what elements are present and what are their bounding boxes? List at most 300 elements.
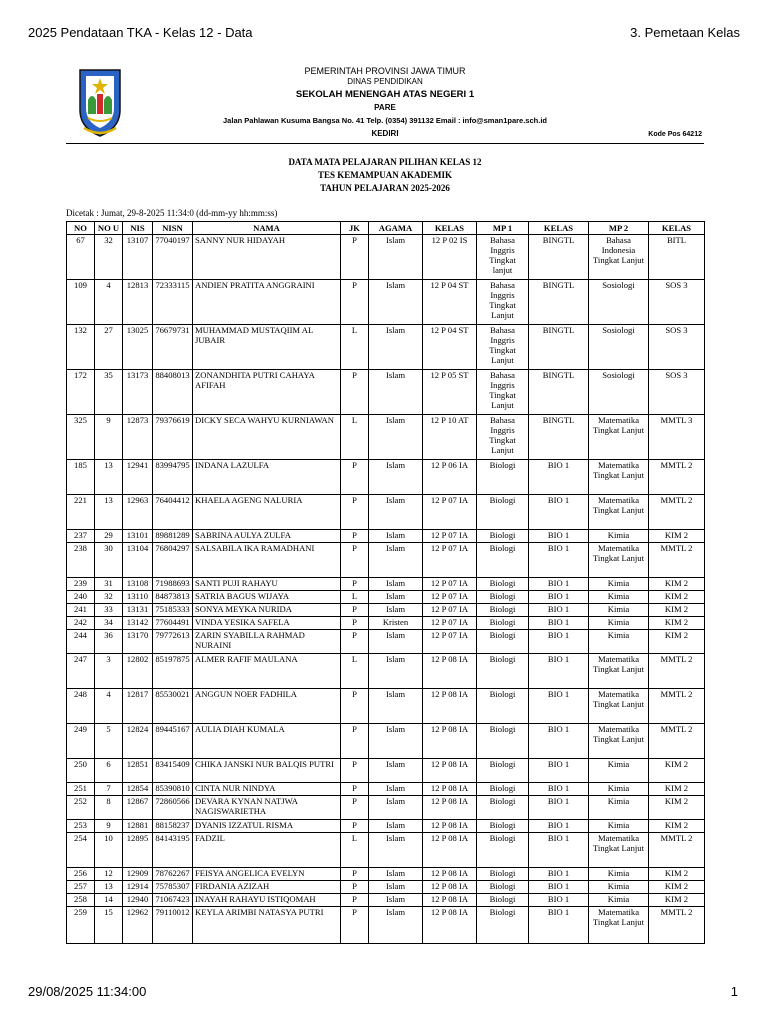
cell-nis: 12854 (123, 783, 153, 796)
cell-nama: MUHAMMAD MUSTAQIIM AL JUBAIR (193, 325, 341, 370)
header-kelas-mp1: KELAS (529, 222, 589, 235)
header-no-u: NO U (95, 222, 123, 235)
cell-mp1: Biologi (477, 894, 529, 907)
cell-nisn: 72860566 (153, 796, 193, 820)
cell-nis: 13110 (123, 591, 153, 604)
cell-kelas-mp2: KIM 2 (649, 894, 705, 907)
letterhead-town: PARE (374, 103, 396, 112)
cell-kelas: 12 P 05 ST (423, 370, 477, 415)
cell-agama: Islam (369, 654, 423, 689)
cell-agama: Islam (369, 543, 423, 578)
cell-mp1: Biologi (477, 907, 529, 944)
cell-kelas: 12 P 08 IA (423, 796, 477, 820)
cell-nama: SABRINA AULYA ZULFA (193, 530, 341, 543)
cell-mp2: Kimia (589, 881, 649, 894)
print-timestamp: Dicetak : Jumat, 29-8-2025 11:34:0 (dd-mm-yy hh:mm:ss) (66, 208, 278, 218)
cell-no: 252 (67, 796, 95, 820)
cell-kelas-mp2: KIM 2 (649, 617, 705, 630)
cell-mp1: Biologi (477, 833, 529, 868)
cell-no: 249 (67, 724, 95, 759)
cell-no-u: 35 (95, 370, 123, 415)
cell-no: 241 (67, 604, 95, 617)
cell-mp1: Bahasa Inggris Tingkat lanjut (477, 235, 529, 280)
cell-nisn: 88158237 (153, 820, 193, 833)
letterhead-address: Jalan Pahlawan Kusuma Bangsa No. 41 Telp. (0354) 391132 Email : info@sman1pare.sch.id (223, 116, 547, 125)
print-header-sheet: 3. Pemetaan Kelas (630, 25, 740, 40)
cell-kelas-mp2: SOS 3 (649, 370, 705, 415)
cell-kelas-mp1: BIO 1 (529, 820, 589, 833)
cell-kelas-mp1: BIO 1 (529, 617, 589, 630)
cell-no-u: 27 (95, 325, 123, 370)
cell-no-u: 32 (95, 591, 123, 604)
cell-kelas-mp1: BIO 1 (529, 689, 589, 724)
cell-kelas: 12 P 06 IA (423, 460, 477, 495)
print-footer-page-number: 1 (730, 984, 738, 999)
cell-mp1: Biologi (477, 591, 529, 604)
letterhead-divider (66, 143, 704, 144)
cell-nisn: 85530021 (153, 689, 193, 724)
cell-nis: 12802 (123, 654, 153, 689)
cell-kelas-mp1: BIO 1 (529, 907, 589, 944)
cell-mp2: Sosiologi (589, 370, 649, 415)
cell-kelas-mp2: MMTL 2 (649, 460, 705, 495)
cell-mp2: Kimia (589, 630, 649, 654)
students-table (66, 221, 705, 944)
cell-mp2: Matematika Tingkat Lanjut (589, 460, 649, 495)
cell-mp1: Biologi (477, 783, 529, 796)
cell-jk: P (341, 689, 369, 724)
cell-no-u: 5 (95, 724, 123, 759)
cell-no: 185 (67, 460, 95, 495)
print-header-title: 2025 Pendataan TKA - Kelas 12 - Data (28, 25, 253, 40)
table-row (67, 630, 705, 654)
cell-kelas-mp1: BIO 1 (529, 460, 589, 495)
cell-kelas-mp1: BIO 1 (529, 833, 589, 868)
cell-kelas: 12 P 08 IA (423, 759, 477, 783)
cell-no: 325 (67, 415, 95, 460)
cell-no-u: 7 (95, 783, 123, 796)
cell-nama: FADZIL (193, 833, 341, 868)
cell-nisn: 76679731 (153, 325, 193, 370)
cell-nama: FIRDANIA AZIZAH (193, 881, 341, 894)
cell-mp2: Kimia (589, 578, 649, 591)
cell-no: 259 (67, 907, 95, 944)
cell-jk: P (341, 881, 369, 894)
cell-mp2: Matematika Tingkat Lanjut (589, 495, 649, 530)
cell-nama: INAYAH RAHAYU ISTIQOMAH (193, 894, 341, 907)
table-row (67, 654, 705, 689)
header-nis: NIS (123, 222, 153, 235)
cell-agama: Islam (369, 280, 423, 325)
cell-mp1: Biologi (477, 724, 529, 759)
cell-nisn: 85390810 (153, 783, 193, 796)
cell-no: 244 (67, 630, 95, 654)
cell-kelas: 12 P 07 IA (423, 630, 477, 654)
cell-kelas-mp2: MMTL 2 (649, 654, 705, 689)
letterhead (66, 62, 704, 144)
cell-mp2: Kimia (589, 868, 649, 881)
cell-nis: 13108 (123, 578, 153, 591)
cell-nis: 12940 (123, 894, 153, 907)
cell-jk: P (341, 617, 369, 630)
cell-nama: SONYA MEYKA NURIDA (193, 604, 341, 617)
cell-kelas-mp1: BIO 1 (529, 578, 589, 591)
header-jk: JK (341, 222, 369, 235)
cell-no: 258 (67, 894, 95, 907)
header-mp1: MP 1 (477, 222, 529, 235)
cell-kelas-mp1: BIO 1 (529, 530, 589, 543)
cell-agama: Islam (369, 591, 423, 604)
cell-no-u: 4 (95, 280, 123, 325)
cell-nisn: 79772613 (153, 630, 193, 654)
cell-no: 256 (67, 868, 95, 881)
cell-no-u: 29 (95, 530, 123, 543)
cell-no-u: 32 (95, 235, 123, 280)
cell-nama: SANTI PUJI RAHAYU (193, 578, 341, 591)
cell-mp1: Biologi (477, 460, 529, 495)
cell-jk: P (341, 460, 369, 495)
title-line-1: DATA MATA PELAJARAN PILIHAN KELAS 12 (288, 157, 482, 167)
cell-no-u: 9 (95, 415, 123, 460)
cell-jk: P (341, 796, 369, 820)
cell-kelas-mp2: MMTL 2 (649, 543, 705, 578)
cell-kelas: 12 P 07 IA (423, 578, 477, 591)
header-kelas-mp2: KELAS (649, 222, 705, 235)
cell-kelas-mp2: KIM 2 (649, 630, 705, 654)
cell-agama: Islam (369, 796, 423, 820)
cell-nama: ZONANDHITA PUTRI CAHAYA AFIFAH (193, 370, 341, 415)
cell-nis: 12914 (123, 881, 153, 894)
cell-kelas: 12 P 08 IA (423, 907, 477, 944)
table-row (67, 325, 705, 370)
cell-agama: Islam (369, 530, 423, 543)
cell-jk: L (341, 654, 369, 689)
cell-jk: P (341, 907, 369, 944)
cell-kelas-mp1: BIO 1 (529, 630, 589, 654)
cell-kelas-mp2: KIM 2 (649, 783, 705, 796)
cell-jk: P (341, 894, 369, 907)
cell-nama: ZARIN SYABILLA RAHMAD NURAINI (193, 630, 341, 654)
cell-no: 242 (67, 617, 95, 630)
cell-agama: Islam (369, 868, 423, 881)
cell-nis: 12909 (123, 868, 153, 881)
cell-kelas-mp2: KIM 2 (649, 591, 705, 604)
cell-kelas-mp2: MMTL 2 (649, 689, 705, 724)
cell-kelas: 12 P 07 IA (423, 591, 477, 604)
cell-mp1: Bahasa Inggris Tingkat Lanjut (477, 415, 529, 460)
cell-mp2: Kimia (589, 894, 649, 907)
cell-kelas-mp1: BIO 1 (529, 604, 589, 617)
table-row (67, 591, 705, 604)
cell-mp1: Bahasa Inggris Tingkat Lanjut (477, 325, 529, 370)
cell-mp2: Kimia (589, 796, 649, 820)
cell-mp2: Bahasa Indonesia Tingkat Lanjut (589, 235, 649, 280)
cell-no: 238 (67, 543, 95, 578)
cell-no: 250 (67, 759, 95, 783)
cell-nama: DYANIS IZZATUL RISMA (193, 820, 341, 833)
cell-no-u: 33 (95, 604, 123, 617)
cell-agama: Islam (369, 820, 423, 833)
cell-agama: Islam (369, 894, 423, 907)
table-row (67, 578, 705, 591)
cell-nisn: 75185333 (153, 604, 193, 617)
cell-kelas-mp1: BIO 1 (529, 759, 589, 783)
cell-nama: DEVARA KYNAN NATJWA NAGISWARIETHA (193, 796, 341, 820)
cell-kelas: 12 P 08 IA (423, 868, 477, 881)
cell-kelas-mp2: KIM 2 (649, 530, 705, 543)
cell-kelas: 12 P 08 IA (423, 689, 477, 724)
cell-jk: P (341, 495, 369, 530)
cell-kelas: 12 P 02 IS (423, 235, 477, 280)
cell-mp2: Sosiologi (589, 280, 649, 325)
cell-nisn: 71988693 (153, 578, 193, 591)
cell-jk: P (341, 868, 369, 881)
cell-mp1: Biologi (477, 796, 529, 820)
table-row (67, 617, 705, 630)
cell-jk: P (341, 724, 369, 759)
cell-mp2: Sosiologi (589, 325, 649, 370)
table-row (67, 280, 705, 325)
cell-nis: 12867 (123, 796, 153, 820)
cell-mp2: Matematika Tingkat Lanjut (589, 689, 649, 724)
table-row (67, 868, 705, 881)
cell-agama: Islam (369, 325, 423, 370)
cell-nis: 12824 (123, 724, 153, 759)
cell-nis: 13170 (123, 630, 153, 654)
cell-jk: P (341, 604, 369, 617)
cell-no-u: 36 (95, 630, 123, 654)
cell-nis: 12851 (123, 759, 153, 783)
cell-kelas-mp2: MMTL 3 (649, 415, 705, 460)
table-row (67, 604, 705, 617)
cell-mp2: Matematika Tingkat Lanjut (589, 654, 649, 689)
cell-kelas: 12 P 08 IA (423, 654, 477, 689)
cell-nama: SALSABILA IKA RAMADHANI (193, 543, 341, 578)
cell-nisn: 85197875 (153, 654, 193, 689)
cell-nama: SANNY NUR HIDAYAH (193, 235, 341, 280)
cell-kelas-mp2: SOS 3 (649, 325, 705, 370)
cell-kelas-mp1: BIO 1 (529, 881, 589, 894)
cell-agama: Islam (369, 759, 423, 783)
cell-no: 172 (67, 370, 95, 415)
cell-no: 109 (67, 280, 95, 325)
document-titles (66, 156, 704, 195)
cell-agama: Islam (369, 370, 423, 415)
cell-kelas-mp2: KIM 2 (649, 820, 705, 833)
cell-kelas-mp2: KIM 2 (649, 578, 705, 591)
cell-kelas-mp1: BINGTL (529, 325, 589, 370)
table-row (67, 495, 705, 530)
table-body (67, 235, 705, 944)
cell-jk: P (341, 759, 369, 783)
cell-mp2: Kimia (589, 617, 649, 630)
cell-kelas-mp2: MMTL 2 (649, 495, 705, 530)
cell-nis: 13107 (123, 235, 153, 280)
header-mp2: MP 2 (589, 222, 649, 235)
cell-agama: Islam (369, 907, 423, 944)
cell-no: 257 (67, 881, 95, 894)
cell-kelas-mp2: KIM 2 (649, 868, 705, 881)
table-row (67, 415, 705, 460)
cell-no: 251 (67, 783, 95, 796)
letterhead-city: KEDIRI (371, 129, 399, 138)
cell-no-u: 13 (95, 881, 123, 894)
header-kelas: KELAS (423, 222, 477, 235)
cell-nis: 12963 (123, 495, 153, 530)
cell-nama: KEYLA ARIMBI NATASYA PUTRI (193, 907, 341, 944)
letterhead-agency: DINAS PENDIDIKAN (347, 77, 423, 86)
cell-mp2: Matematika Tingkat Lanjut (589, 833, 649, 868)
cell-agama: Islam (369, 881, 423, 894)
cell-nisn: 89881289 (153, 530, 193, 543)
cell-kelas: 12 P 07 IA (423, 543, 477, 578)
cell-mp2: Kimia (589, 591, 649, 604)
cell-kelas-mp2: KIM 2 (649, 796, 705, 820)
cell-nama: CHIKA JANSKI NUR BALQIS PUTRI (193, 759, 341, 783)
cell-kelas-mp1: BIO 1 (529, 495, 589, 530)
header-nisn: NISN (153, 222, 193, 235)
table-row (67, 543, 705, 578)
header-agama: AGAMA (369, 222, 423, 235)
cell-no-u: 10 (95, 833, 123, 868)
cell-no-u: 3 (95, 654, 123, 689)
cell-kelas: 12 P 04 ST (423, 280, 477, 325)
cell-jk: L (341, 325, 369, 370)
cell-nama: DICKY SECA WAHYU KURNIAWAN (193, 415, 341, 460)
cell-kelas-mp1: BIO 1 (529, 724, 589, 759)
title-line-3: TAHUN PELAJARAN 2025-2026 (320, 183, 450, 193)
title-line-2: TES KEMAMPUAN AKADEMIK (317, 170, 452, 180)
cell-no-u: 4 (95, 689, 123, 724)
table-row (67, 783, 705, 796)
cell-agama: Kristen (369, 617, 423, 630)
cell-jk: P (341, 235, 369, 280)
print-header (0, 0, 768, 40)
letterhead-postal-code: Kode Pos 64212 (648, 131, 702, 138)
cell-jk: P (341, 370, 369, 415)
cell-mp1: Bahasa Inggris Tingkat Lanjut (477, 280, 529, 325)
cell-jk: P (341, 530, 369, 543)
cell-no: 239 (67, 578, 95, 591)
cell-agama: Islam (369, 833, 423, 868)
cell-no: 247 (67, 654, 95, 689)
cell-nis: 13025 (123, 325, 153, 370)
cell-nama: ALMER RAFIF MAULANA (193, 654, 341, 689)
cell-no: 253 (67, 820, 95, 833)
table-row (67, 370, 705, 415)
cell-nis: 13131 (123, 604, 153, 617)
cell-nisn: 76804297 (153, 543, 193, 578)
cell-nis: 12962 (123, 907, 153, 944)
cell-mp1: Biologi (477, 604, 529, 617)
cell-agama: Islam (369, 783, 423, 796)
cell-kelas-mp1: BINGTL (529, 280, 589, 325)
cell-kelas: 12 P 08 IA (423, 881, 477, 894)
letterhead-government: PEMERINTAH PROVINSI JAWA TIMUR (304, 66, 466, 76)
cell-mp1: Biologi (477, 689, 529, 724)
cell-kelas-mp2: MMTL 2 (649, 724, 705, 759)
cell-no: 248 (67, 689, 95, 724)
cell-no: 237 (67, 530, 95, 543)
cell-nis: 13104 (123, 543, 153, 578)
table-row (67, 833, 705, 868)
cell-nama: FEISYA ANGELICA EVELYN (193, 868, 341, 881)
cell-nisn: 79376619 (153, 415, 193, 460)
cell-jk: P (341, 630, 369, 654)
cell-nama: KHAELA AGENG NALURIA (193, 495, 341, 530)
cell-nisn: 79110012 (153, 907, 193, 944)
cell-nama: AULIA DIAH KUMALA (193, 724, 341, 759)
cell-agama: Islam (369, 495, 423, 530)
table-row (67, 689, 705, 724)
cell-kelas: 12 P 08 IA (423, 833, 477, 868)
cell-mp1: Biologi (477, 759, 529, 783)
cell-kelas-mp1: BIO 1 (529, 796, 589, 820)
cell-kelas-mp1: BINGTL (529, 415, 589, 460)
cell-nisn: 83415409 (153, 759, 193, 783)
cell-nis: 12813 (123, 280, 153, 325)
cell-mp2: Kimia (589, 759, 649, 783)
cell-kelas-mp2: KIM 2 (649, 604, 705, 617)
cell-jk: P (341, 578, 369, 591)
cell-kelas: 12 P 07 IA (423, 617, 477, 630)
cell-kelas-mp2: SOS 3 (649, 280, 705, 325)
cell-mp1: Biologi (477, 654, 529, 689)
cell-kelas-mp1: BIO 1 (529, 591, 589, 604)
cell-kelas: 12 P 07 IA (423, 530, 477, 543)
cell-mp1: Biologi (477, 543, 529, 578)
cell-kelas-mp2: KIM 2 (649, 881, 705, 894)
cell-nis: 12817 (123, 689, 153, 724)
cell-nis: 13142 (123, 617, 153, 630)
cell-kelas-mp1: BIO 1 (529, 868, 589, 881)
cell-jk: P (341, 783, 369, 796)
cell-mp2: Kimia (589, 530, 649, 543)
cell-nisn: 83994795 (153, 460, 193, 495)
cell-nis: 12881 (123, 820, 153, 833)
cell-nama: ANGGUN NOER FADHILA (193, 689, 341, 724)
cell-jk: P (341, 280, 369, 325)
cell-no-u: 31 (95, 578, 123, 591)
cell-mp2: Kimia (589, 783, 649, 796)
cell-nis: 13173 (123, 370, 153, 415)
cell-kelas: 12 P 08 IA (423, 783, 477, 796)
cell-kelas: 12 P 08 IA (423, 724, 477, 759)
cell-no-u: 8 (95, 796, 123, 820)
cell-nama: VINDA YESIKA SAFELA (193, 617, 341, 630)
table-row (67, 820, 705, 833)
cell-mp1: Biologi (477, 530, 529, 543)
cell-agama: Islam (369, 578, 423, 591)
cell-nisn: 89445167 (153, 724, 193, 759)
cell-agama: Islam (369, 415, 423, 460)
cell-nisn: 78762267 (153, 868, 193, 881)
print-footer-datetime: 29/08/2025 11:34:00 (28, 984, 147, 999)
cell-nisn: 77040197 (153, 235, 193, 280)
cell-nis: 12873 (123, 415, 153, 460)
cell-nama: CINTA NUR NINDYA (193, 783, 341, 796)
cell-no-u: 12 (95, 868, 123, 881)
cell-kelas-mp1: BIO 1 (529, 654, 589, 689)
cell-kelas-mp1: BIO 1 (529, 783, 589, 796)
cell-no: 254 (67, 833, 95, 868)
cell-agama: Islam (369, 724, 423, 759)
table-row (67, 235, 705, 280)
cell-kelas-mp1: BINGTL (529, 235, 589, 280)
cell-nisn: 71067423 (153, 894, 193, 907)
cell-mp2: Matematika Tingkat Lanjut (589, 415, 649, 460)
cell-mp1: Biologi (477, 881, 529, 894)
